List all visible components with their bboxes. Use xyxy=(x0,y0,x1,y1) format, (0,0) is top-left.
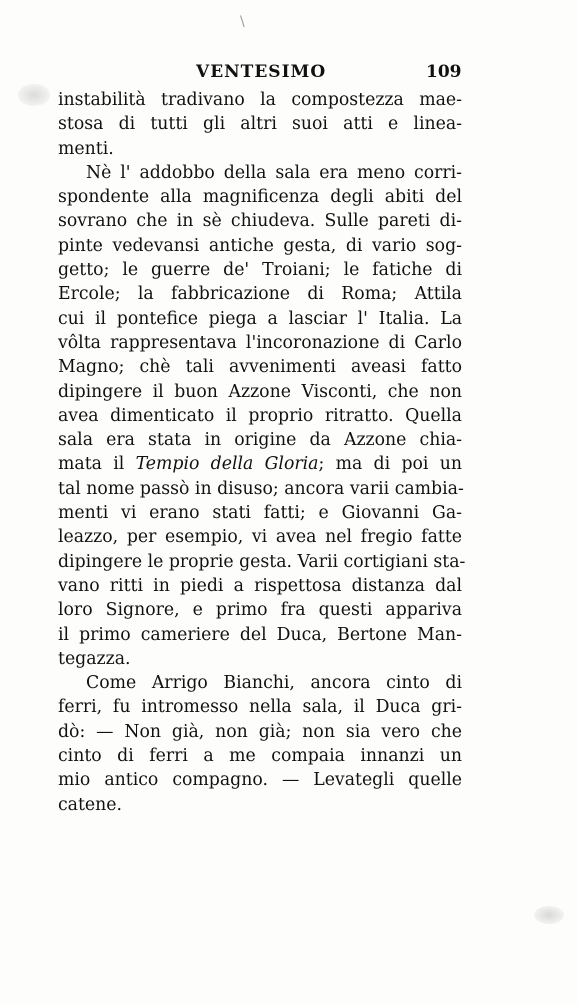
page-mark: \ xyxy=(240,14,245,30)
text-line: Ercole; la fabbricazione di Roma; Attila xyxy=(58,284,462,305)
text-fragment: nome passò in disuso; ancora varii cambia- xyxy=(86,478,464,499)
text-line: il primo cameriere del Duca, Bertone Man- xyxy=(58,624,462,645)
text-line: getto; le guerre de' Troiani; le fatiche di xyxy=(58,260,462,281)
text-line: sala era stata in origine da Azzone chia- xyxy=(58,430,462,451)
text-line: tegazza. xyxy=(58,648,131,669)
ink-smudge xyxy=(534,906,564,924)
body-text xyxy=(58,88,466,817)
text-line: sovrano che in sè chiudeva. Sulle pareti di- xyxy=(58,211,462,232)
text-line: cui il pontefice piega a lasciar l' Italia. La xyxy=(58,308,462,329)
text-fragment: ; ma di poi un xyxy=(318,454,462,475)
text-line: menti vi erano stati fatti; e Giovanni Ga- xyxy=(58,503,462,524)
text-line: dò: — Non già, non già; non sia vero che xyxy=(58,721,462,742)
page-number: 109 xyxy=(426,62,462,82)
text-line: instabilità tradivano la compostezza mae- xyxy=(58,90,462,110)
ink-smudge xyxy=(18,84,50,106)
text-line: loro Signore, e primo fra questi appariva xyxy=(58,600,462,621)
text-line: ferri, fu intromesso nella sala, il Duca gri- xyxy=(58,697,462,718)
text-line: menti. xyxy=(58,138,114,159)
text-line: vano ritti in piedi a rispettosa distanza dal xyxy=(58,575,462,596)
text-line: dipingere il buon Azzone Visconti, che non xyxy=(58,381,462,402)
text-line: Nè l' addobbo della sala era meno corri- xyxy=(86,162,462,183)
text-line: Magno; chè tali avvenimenti aveasi fatto xyxy=(58,357,462,378)
text-fragment: mata il xyxy=(58,454,136,475)
text-line: Come Arrigo Bianchi, ancora cinto di xyxy=(86,673,462,694)
text-line: vôlta rappresentava l'incoronazione di Carlo xyxy=(58,332,462,353)
running-title: VENTESIMO xyxy=(196,62,327,82)
text-line: avea dimenticato il proprio ritratto. Quella xyxy=(58,405,462,426)
text-line: catene. xyxy=(58,794,123,815)
text-line: spondente alla magnificenza degli abiti del xyxy=(58,187,462,208)
text-fragment: tal xyxy=(58,478,81,499)
text-line: pinte vedevansi antiche gesta, di vario sog- xyxy=(58,235,462,256)
text-line xyxy=(58,452,462,476)
text-line: leazzo, per esempio, vi avea nel fregio fatte xyxy=(58,527,462,548)
text-line: cinto di ferri a me compaia innanzi un xyxy=(58,746,462,767)
text-line: stosa di tutti gli altri suoi atti e linea- xyxy=(58,114,462,135)
page-header xyxy=(60,62,460,86)
text-line: dipingere le proprie gesta. Varii cortigiani sta- xyxy=(58,551,466,572)
text-line: mio antico compagno. — Levategli quelle xyxy=(58,770,462,791)
italic-title: Tempio della Gloria xyxy=(135,454,319,475)
text-line xyxy=(58,477,462,501)
